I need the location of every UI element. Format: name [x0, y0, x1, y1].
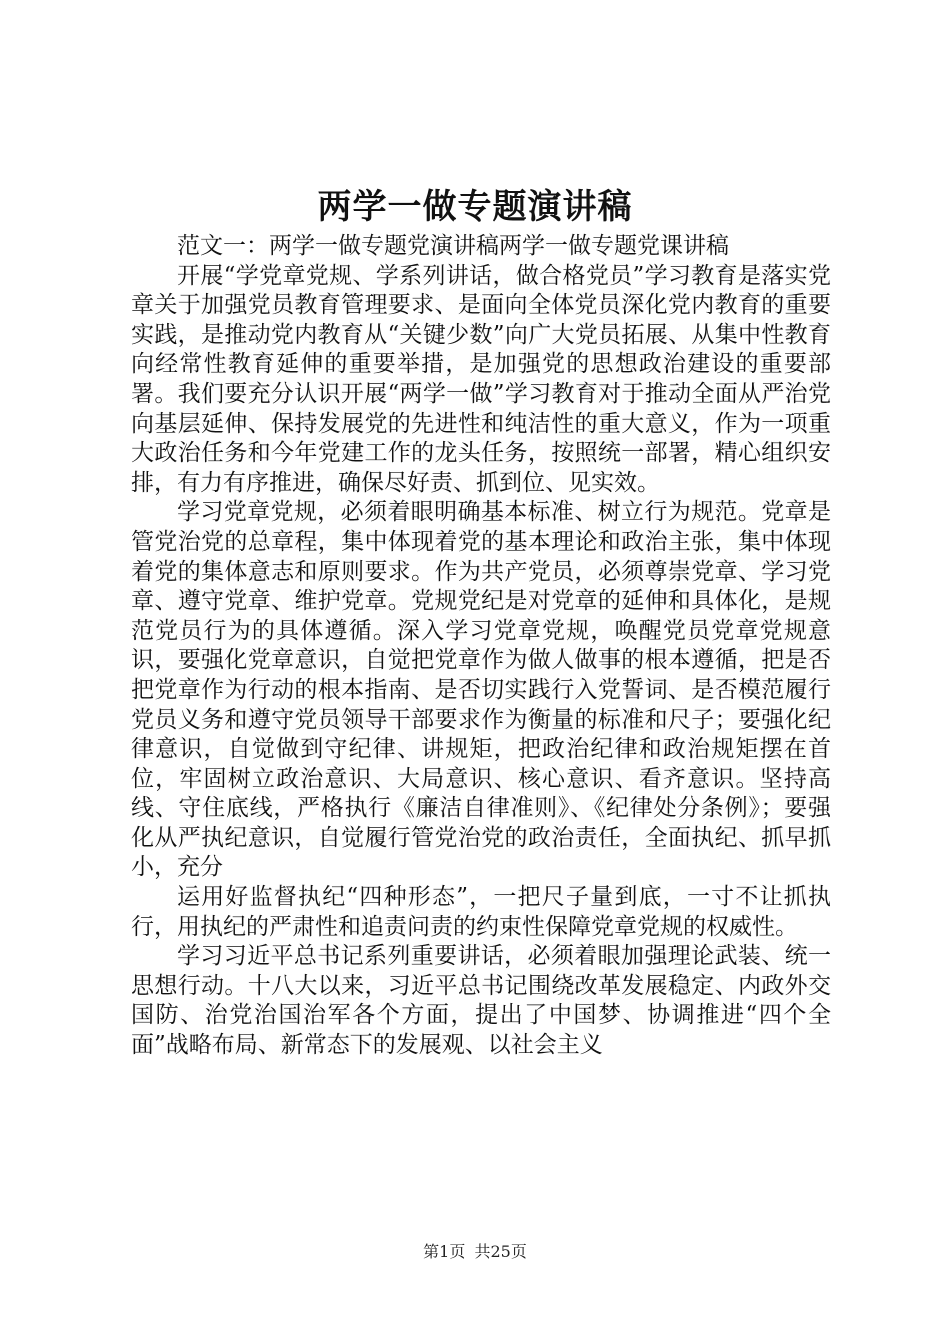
document-title: 两学一做专题演讲稿 — [317, 187, 633, 227]
page-number: 第1页 — [423, 1242, 466, 1261]
paragraph-intro: 范文一：两学一做专题党演讲稿两学一做专题党课讲稿 — [177, 233, 729, 259]
paragraph: 运用好监督执纪“四种形态”，一把尺子量到底，一寸不让抓执行，用执纪的严肃性和追责问责的约束性保障党章党规的权威性。 — [131, 884, 831, 940]
paragraph: 学习习近平总书记系列重要讲话，必须着眼加强理论武装、统一思想行动。十八大以来，习近平总书记围绕改革发展稳定、内政外交国防、治党治国治军各个方面，提出了中国梦、协调推进“四个全面”战略布局、新常态下的发展观、以社会主义 — [131, 943, 831, 1059]
page-footer — [0, 1241, 950, 1263]
paragraph: 学习党章党规，必须着眼明确基本标准、树立行为规范。党章是管党治党的总章程，集中体现着党的基本理论和政治主张，集中体现着党的集体意志和原则要求。作为共产党员，必须尊崇党章、学习党章、遵守党章、维护党章。党规党纪是对党章的延伸和具体化，是规范党员行为的具体遵循。深入学习党章党规，唤醒党员党章党规意识，要强化党章意识，自觉把党章作为做人做事的根本遵循，把是否把党章作为行动的根本指南、是否切实践行入党誓词、是否模范履行党员义务和遵守党员领导干部要求作为衡量的标准和尺子；要强化纪律意识，自觉做到守纪律、讲规矩，把政治纪律和政治规矩摆在首位，牢固树立政治意识、大局意识、核心意识、看齐意识。坚持高线、守住底线，严格执行《廉洁自律准则》、《纪律处分条例》；要强化从严执纪意识，自觉履行管党治党的政治责任，全面执纪、抓早抓小，充分 — [131, 499, 831, 881]
paragraph: 开展“学党章党规、学系列讲话，做合格党员”学习教育是落实党章关于加强党员教育管理要求、是面向全体党员深化党内教育的重要实践，是推动党内教育从“关键少数”向广大党员拓展、从集中性教育向经常性教育延伸的重要举措，是加强党的思想政治建设的重要部署。我们要充分认识开展“两学一做”学习教育对于推动全面从严治党向基层延伸、保持发展党的先进性和纯洁性的重大意义，作为一项重大政治任务和今年党建工作的龙头任务，按照统一部署，精心组织安排，有力有序推进，确保尽好责、抓到位、见实效。 — [131, 262, 831, 496]
page-total: 共25页 — [474, 1242, 527, 1261]
document-body — [131, 232, 831, 1061]
